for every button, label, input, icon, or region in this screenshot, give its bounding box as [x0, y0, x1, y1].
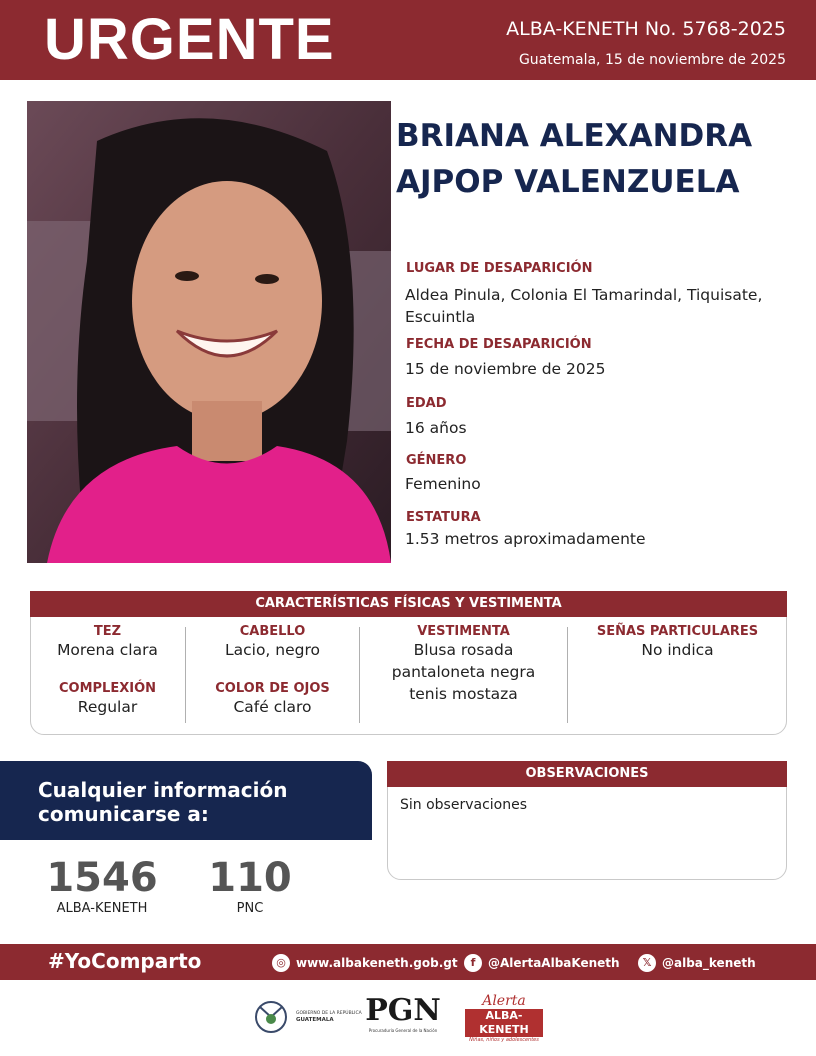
date-label: FECHA DE DESAPARICIÓN [406, 337, 592, 352]
cabello-label: CABELLO [239, 624, 306, 639]
clothing-label: VESTIMENTA [417, 624, 510, 639]
x-text: @alba_keneth [662, 956, 756, 970]
tez-value: Morena clara [57, 641, 158, 659]
clothing-line-2: pantaloneta negra [391, 663, 536, 681]
website-text: www.albakeneth.gob.gt [296, 956, 458, 970]
urgent-title: URGENTE [44, 7, 335, 72]
age-label: EDAD [406, 396, 447, 411]
alba-subtitle: Niñas, niños y adolescentes [469, 1037, 539, 1043]
coat-of-arms-icon [252, 997, 290, 1037]
phone-label-alba-keneth: ALBA-KENETH [56, 901, 148, 916]
complexion-value: Regular [77, 698, 138, 716]
tez-label: TEZ [93, 624, 122, 639]
phone-number-1546: 1546 [46, 855, 158, 901]
phone-pnc[interactable] [200, 855, 300, 916]
missing-person-photo [27, 101, 391, 563]
clothing-line-1: Blusa rosada [413, 641, 514, 659]
height-value: 1.53 metros aproximadamente [405, 530, 646, 548]
alba-keneth-logo [465, 994, 543, 1043]
eye-color-label: COLOR DE OJOS [215, 681, 330, 696]
issue-date: Guatemala, 15 de noviembre de 2025 [518, 52, 786, 68]
column-senas [568, 624, 787, 661]
pgn-text: PGN [365, 993, 441, 1028]
facebook-link[interactable] [464, 954, 620, 972]
alba-text: ALBA-KENETH [465, 1009, 543, 1037]
pgn-logo [362, 994, 444, 1033]
hashtag: #YoComparto [48, 949, 202, 973]
complexion-label: COMPLEXIÓN [58, 681, 156, 696]
gobierno-line-1: GOBIERNO DE LA REPÚBLICA [296, 1011, 362, 1016]
observations-text: Sin observaciones [400, 797, 528, 813]
facebook-icon: f [464, 954, 482, 972]
height-label: ESTATURA [406, 510, 481, 525]
website-link[interactable] [272, 954, 458, 972]
column-tez [30, 624, 185, 718]
pgn-subtitle: Procuraduría General de la Nación [368, 1028, 438, 1033]
contact-text [38, 778, 288, 826]
date-value: 15 de noviembre de 2025 [405, 360, 606, 378]
gobierno-logo [252, 997, 362, 1037]
x-icon: 𝕏 [638, 954, 656, 972]
clothing-line-3: tenis mostaza [409, 685, 518, 703]
phone-alba-keneth[interactable] [40, 855, 164, 916]
phone-number-110: 110 [208, 855, 292, 901]
column-vestimenta [360, 624, 567, 705]
alerta-text: Alerta [482, 993, 526, 1009]
case-number: ALBA-KENETH No. 5768-2025 [506, 18, 786, 40]
marks-label: SEÑAS PARTICULARES [596, 624, 759, 639]
place-value-line-2: Escuintla [405, 308, 476, 326]
person-name [396, 113, 806, 205]
column-cabello [186, 624, 359, 718]
cabello-value: Lacio, negro [224, 641, 320, 659]
gobierno-line-2: GUATEMALA [296, 1017, 334, 1023]
globe-icon: ◎ [272, 954, 290, 972]
contact-line-2: comunicarse a: [38, 802, 209, 826]
facebook-text: @AlertaAlbaKeneth [488, 956, 620, 970]
name-line-2: AJPOP VALENZUELA [396, 164, 740, 200]
gender-value: Femenino [405, 475, 481, 493]
x-link[interactable] [638, 954, 756, 972]
place-value-line-1: Aldea Pinula, Colonia El Tamarindal, Tiquisate, [405, 286, 763, 304]
eye-color-value: Café claro [233, 698, 312, 716]
characteristics-title: CARACTERÍSTICAS FÍSICAS Y VESTIMENTA [30, 591, 787, 617]
age-value: 16 años [405, 419, 467, 437]
place-label: LUGAR DE DESAPARICIÓN [406, 261, 593, 276]
contact-line-1: Cualquier información [38, 778, 288, 802]
marks-value: No indica [641, 641, 714, 659]
observations-title: OBSERVACIONES [387, 761, 787, 787]
phone-label-pnc: PNC [236, 901, 264, 916]
gender-label: GÉNERO [406, 453, 467, 468]
name-line-1: BRIANA ALEXANDRA [396, 118, 753, 154]
